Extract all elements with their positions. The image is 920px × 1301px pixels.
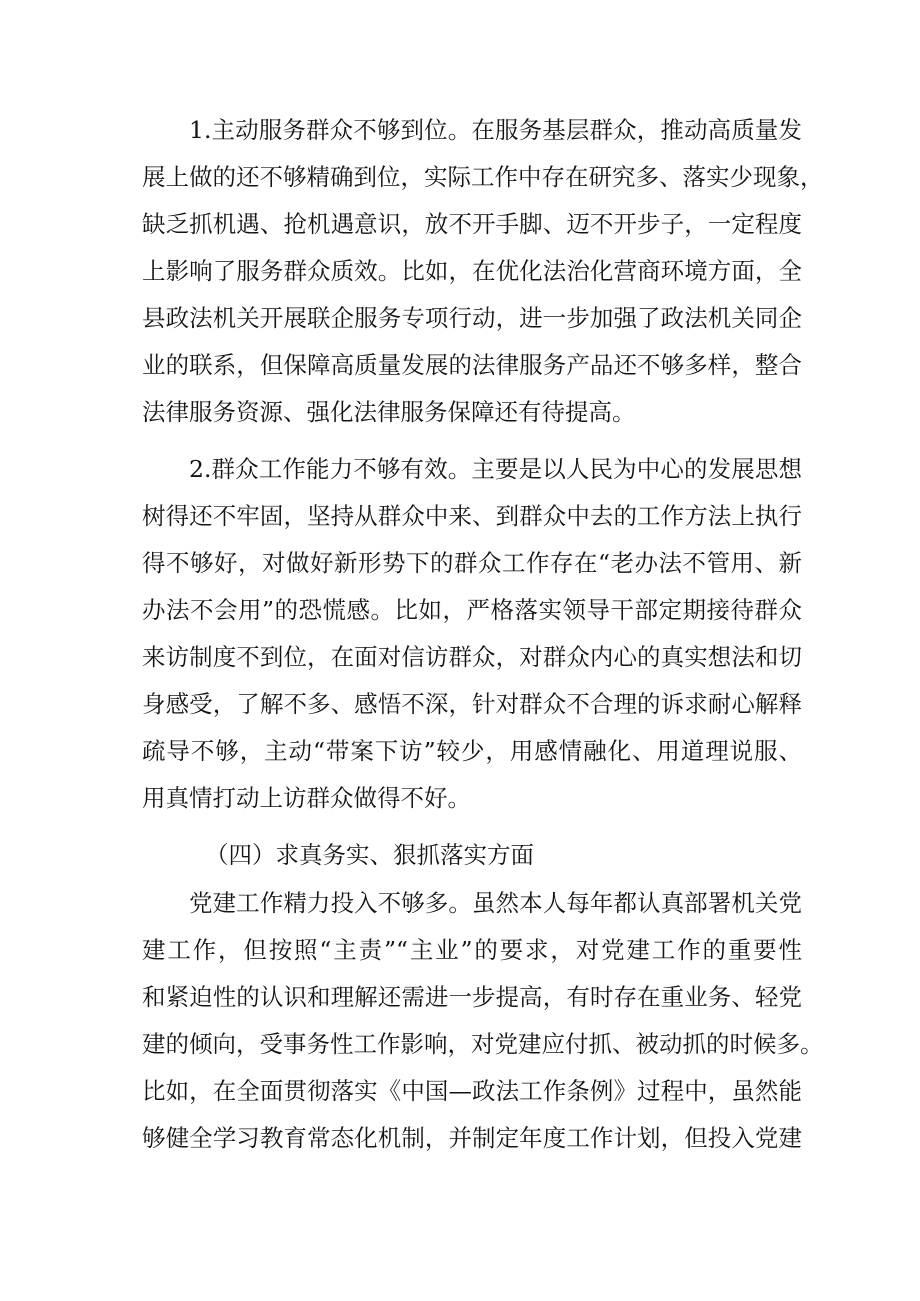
paragraph-2-line-4: 办法不会用”的恐慌感。比如，严格落实领导干部定期接待群众 — [142, 596, 802, 624]
paragraph-2-line-6: 身感受，了解不多、感悟不深，针对群众不合理的诉求耐心解释 — [142, 690, 802, 718]
paragraph-2-line-7: 疏导不够，主动“带案下访”较少，用感情融化、用道理说服、 — [142, 737, 802, 765]
paragraph-1-line-7: 法律服务资源、强化法律服务保障还有待提高。 — [142, 398, 636, 426]
paragraph-2-line-1: 2.群众工作能力不够有效。主要是以人民为中心的发展思想 — [189, 455, 802, 483]
paragraph-1-line-6: 业的联系，但保障高质量发展的法律服务产品还不够多样，整合 — [142, 351, 802, 379]
paragraph-3-line-5: 比如，在全面贯彻落实《中国—政法工作条例》过程中，虽然能 — [142, 1077, 802, 1105]
paragraph-3-line-2: 建工作，但按照“主责”“主业”的要求，对党建工作的重要性 — [142, 936, 802, 964]
paragraph-2-line-3: 得不够好，对做好新形势下的群众工作存在“老办法不管用、新 — [142, 549, 802, 577]
paragraph-1-line-1: 1.主动服务群众不够到位。在服务基层群众，推动高质量发 — [189, 116, 802, 144]
paragraph-1-line-4: 上影响了服务群众质效。比如，在优化法治化营商环境方面，全 — [142, 257, 802, 285]
paragraph-3-line-1: 党建工作精力投入不够多。虽然本人每年都认真部署机关党 — [189, 889, 802, 917]
paragraph-2-line-2: 树得还不牢固，坚持从群众中来、到群众中去的工作方法上执行 — [142, 502, 802, 530]
paragraph-3-line-6: 够健全学习教育常态化机制，并制定年度工作计划，但投入党建 — [142, 1124, 802, 1152]
paragraph-1-line-5: 县政法机关开展联企服务专项行动，进一步加强了政法机关同企 — [142, 304, 802, 332]
paragraph-1-line-2: 展上做的还不够精确到位，实际工作中存在研究多、落实少现象， — [142, 163, 824, 191]
paragraph-2-line-8: 用真情打动上访群众做得不好。 — [142, 784, 471, 812]
paragraph-3-line-3: 和紧迫性的认识和理解还需进一步提高，有时存在重业务、轻党 — [142, 983, 802, 1011]
paragraph-2-line-5: 来访制度不到位，在面对信访群众，对群众内心的真实想法和切 — [142, 643, 802, 671]
paragraph-3-line-4: 建的倾向，受事务性工作影响，对党建应付抓、被动抓的时候多。 — [142, 1030, 824, 1058]
section-heading: （四）求真务实、狠抓落实方面 — [205, 841, 534, 869]
paragraph-1-line-3: 缺乏抓机遇、抢机遇意识，放不开手脚、迈不开步子，一定程度 — [142, 210, 802, 238]
